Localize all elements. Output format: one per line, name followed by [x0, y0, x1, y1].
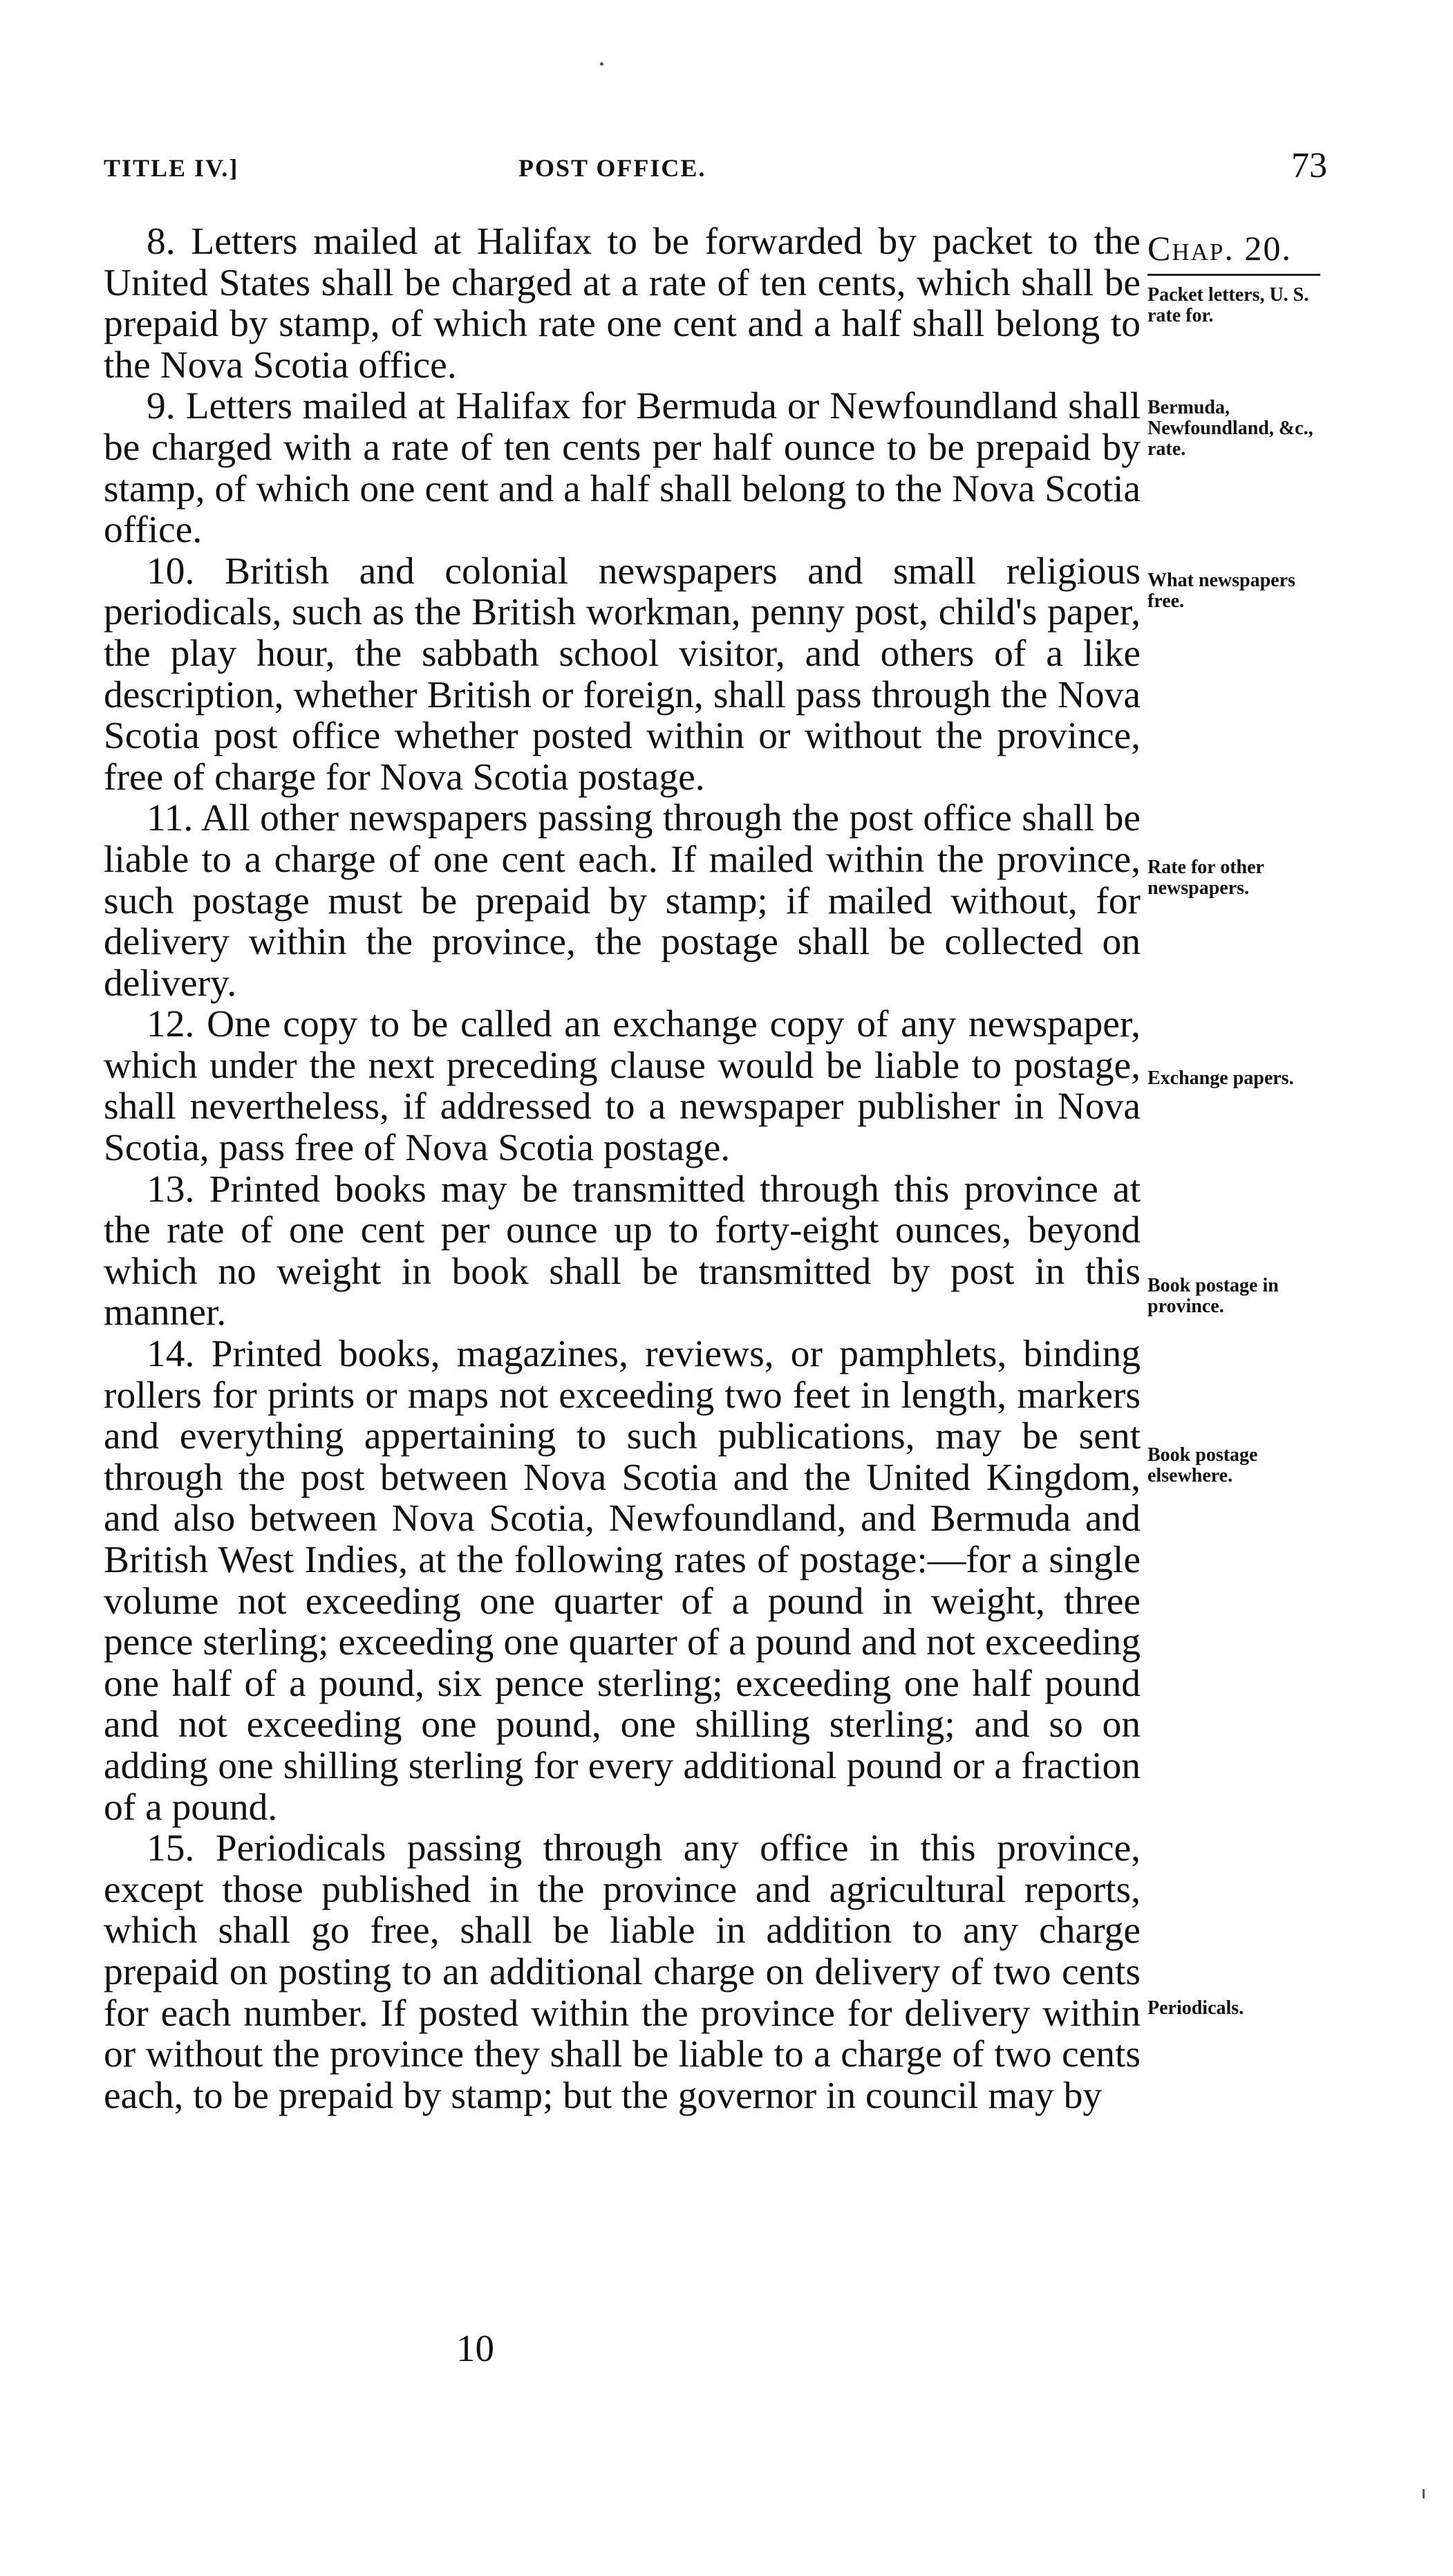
- margin-note-bermuda: Bermuda, Newfoundland, &c., rate.: [1147, 397, 1313, 460]
- paragraph-section-10: 10. British and colonial newspapers and small religious periodicals, such as the British workman, penny post, child's paper, the play hour, the sabbath school visitor, and others of a like description, whether British or foreign, shall pass through the Nova Scotia post office whether posted within or without the province, free of charge for Nova Scotia postage.: [104, 550, 1141, 799]
- margin-note-book-postage-elsewhere: Book postage elsewhere.: [1147, 1444, 1258, 1486]
- chapter-rule: [1147, 274, 1320, 276]
- paragraph-section-14: 14. Printed books, magazines, reviews, or pamphlets, binding rollers for prints or maps not exceeding two feet in length, markers and everything appertaining to such publications, may be sent through the post between Nova Scotia and the United Kingdom, and also between Nova Scotia, Newfoundland, and Bermuda and British West Indies, at the following rates of postage:—for a single volume not exceeding one quarter of a pound in weight, three pence sterling; exceeding one quarter of a pound and not exceeding one half of a pound, six pence sterling; exceeding one half pound and not exceeding one pound, one shilling sterling; and so on adding one shilling sterling for every additional pound or a fraction of a pound.: [104, 1333, 1141, 1829]
- margin-note-packet-letters: Packet letters, U. S. rate for.: [1147, 284, 1309, 326]
- margin-note-book-postage-province: Book postage in province.: [1147, 1275, 1279, 1317]
- chapter-label: Chap. 20.: [1147, 229, 1292, 268]
- running-head: [104, 145, 1327, 187]
- margin-note-newspapers-free: What newspapers free.: [1147, 570, 1295, 612]
- paragraph-section-11: 11. All other newspapers passing through the post office shall be liable to a charge of one cent each. If mailed within the province, such postage must be prepaid by stamp; if mailed without, for delivery within the province, the postage shall be collected on delivery.: [104, 797, 1141, 1005]
- paragraph-section-13: 13. Printed books may be transmitted through this province at the rate of one cent per ounce up to forty-eight ounces, beyond which no weight in book shall be transmitted by post in this manner.: [104, 1168, 1141, 1334]
- margin-note-periodicals: Periodicals.: [1147, 1997, 1244, 2019]
- paper-speck: [600, 62, 603, 66]
- paragraph-section-9: 9. Letters mailed at Halifax for Bermuda or Newfoundland shall be charged with a rate of ten cents per half ounce to be prepaid by stamp, of which one cent and a half shall belong to the Nova Scotia office.: [104, 385, 1141, 552]
- body-text: [104, 221, 1141, 2116]
- paragraph-section-8: 8. Letters mailed at Halifax to be forwarded by packet to the United States shall be charged at a rate of ten cents, which shall be prepaid by stamp, of which rate one cent and a half shall belong to the Nova Scotia office.: [104, 221, 1141, 386]
- paper-speck: [1423, 2489, 1425, 2499]
- paragraph-section-12: 12. One copy to be called an exchange copy of any newspaper, which under the next preceding clause would be liable to postage, shall nevertheless, if addressed to a newspaper publisher in Nova Scotia, pass free of Nova Scotia postage.: [104, 1003, 1141, 1170]
- signature-mark: 10: [456, 2327, 494, 2369]
- paragraph-section-15: 15. Periodicals passing through any office in this province, except those published in the province and agricultural reports, which shall go free, shall be liable in addition to any charge prepaid on posting to an additional charge on delivery of two cents for each number. If posted within the province for delivery within or without the province they shall be liable to a charge of two cents each, to be prepaid by stamp; but the governor in council may by: [104, 1827, 1141, 2117]
- page-number: 73: [1291, 146, 1327, 185]
- margin-note-other-newspapers: Rate for other newspapers.: [1147, 857, 1264, 899]
- title-reference: TITLE IV.]: [104, 154, 239, 182]
- running-title: POST OFFICE.: [518, 154, 706, 182]
- margin-note-exchange-papers: Exchange papers.: [1147, 1067, 1294, 1089]
